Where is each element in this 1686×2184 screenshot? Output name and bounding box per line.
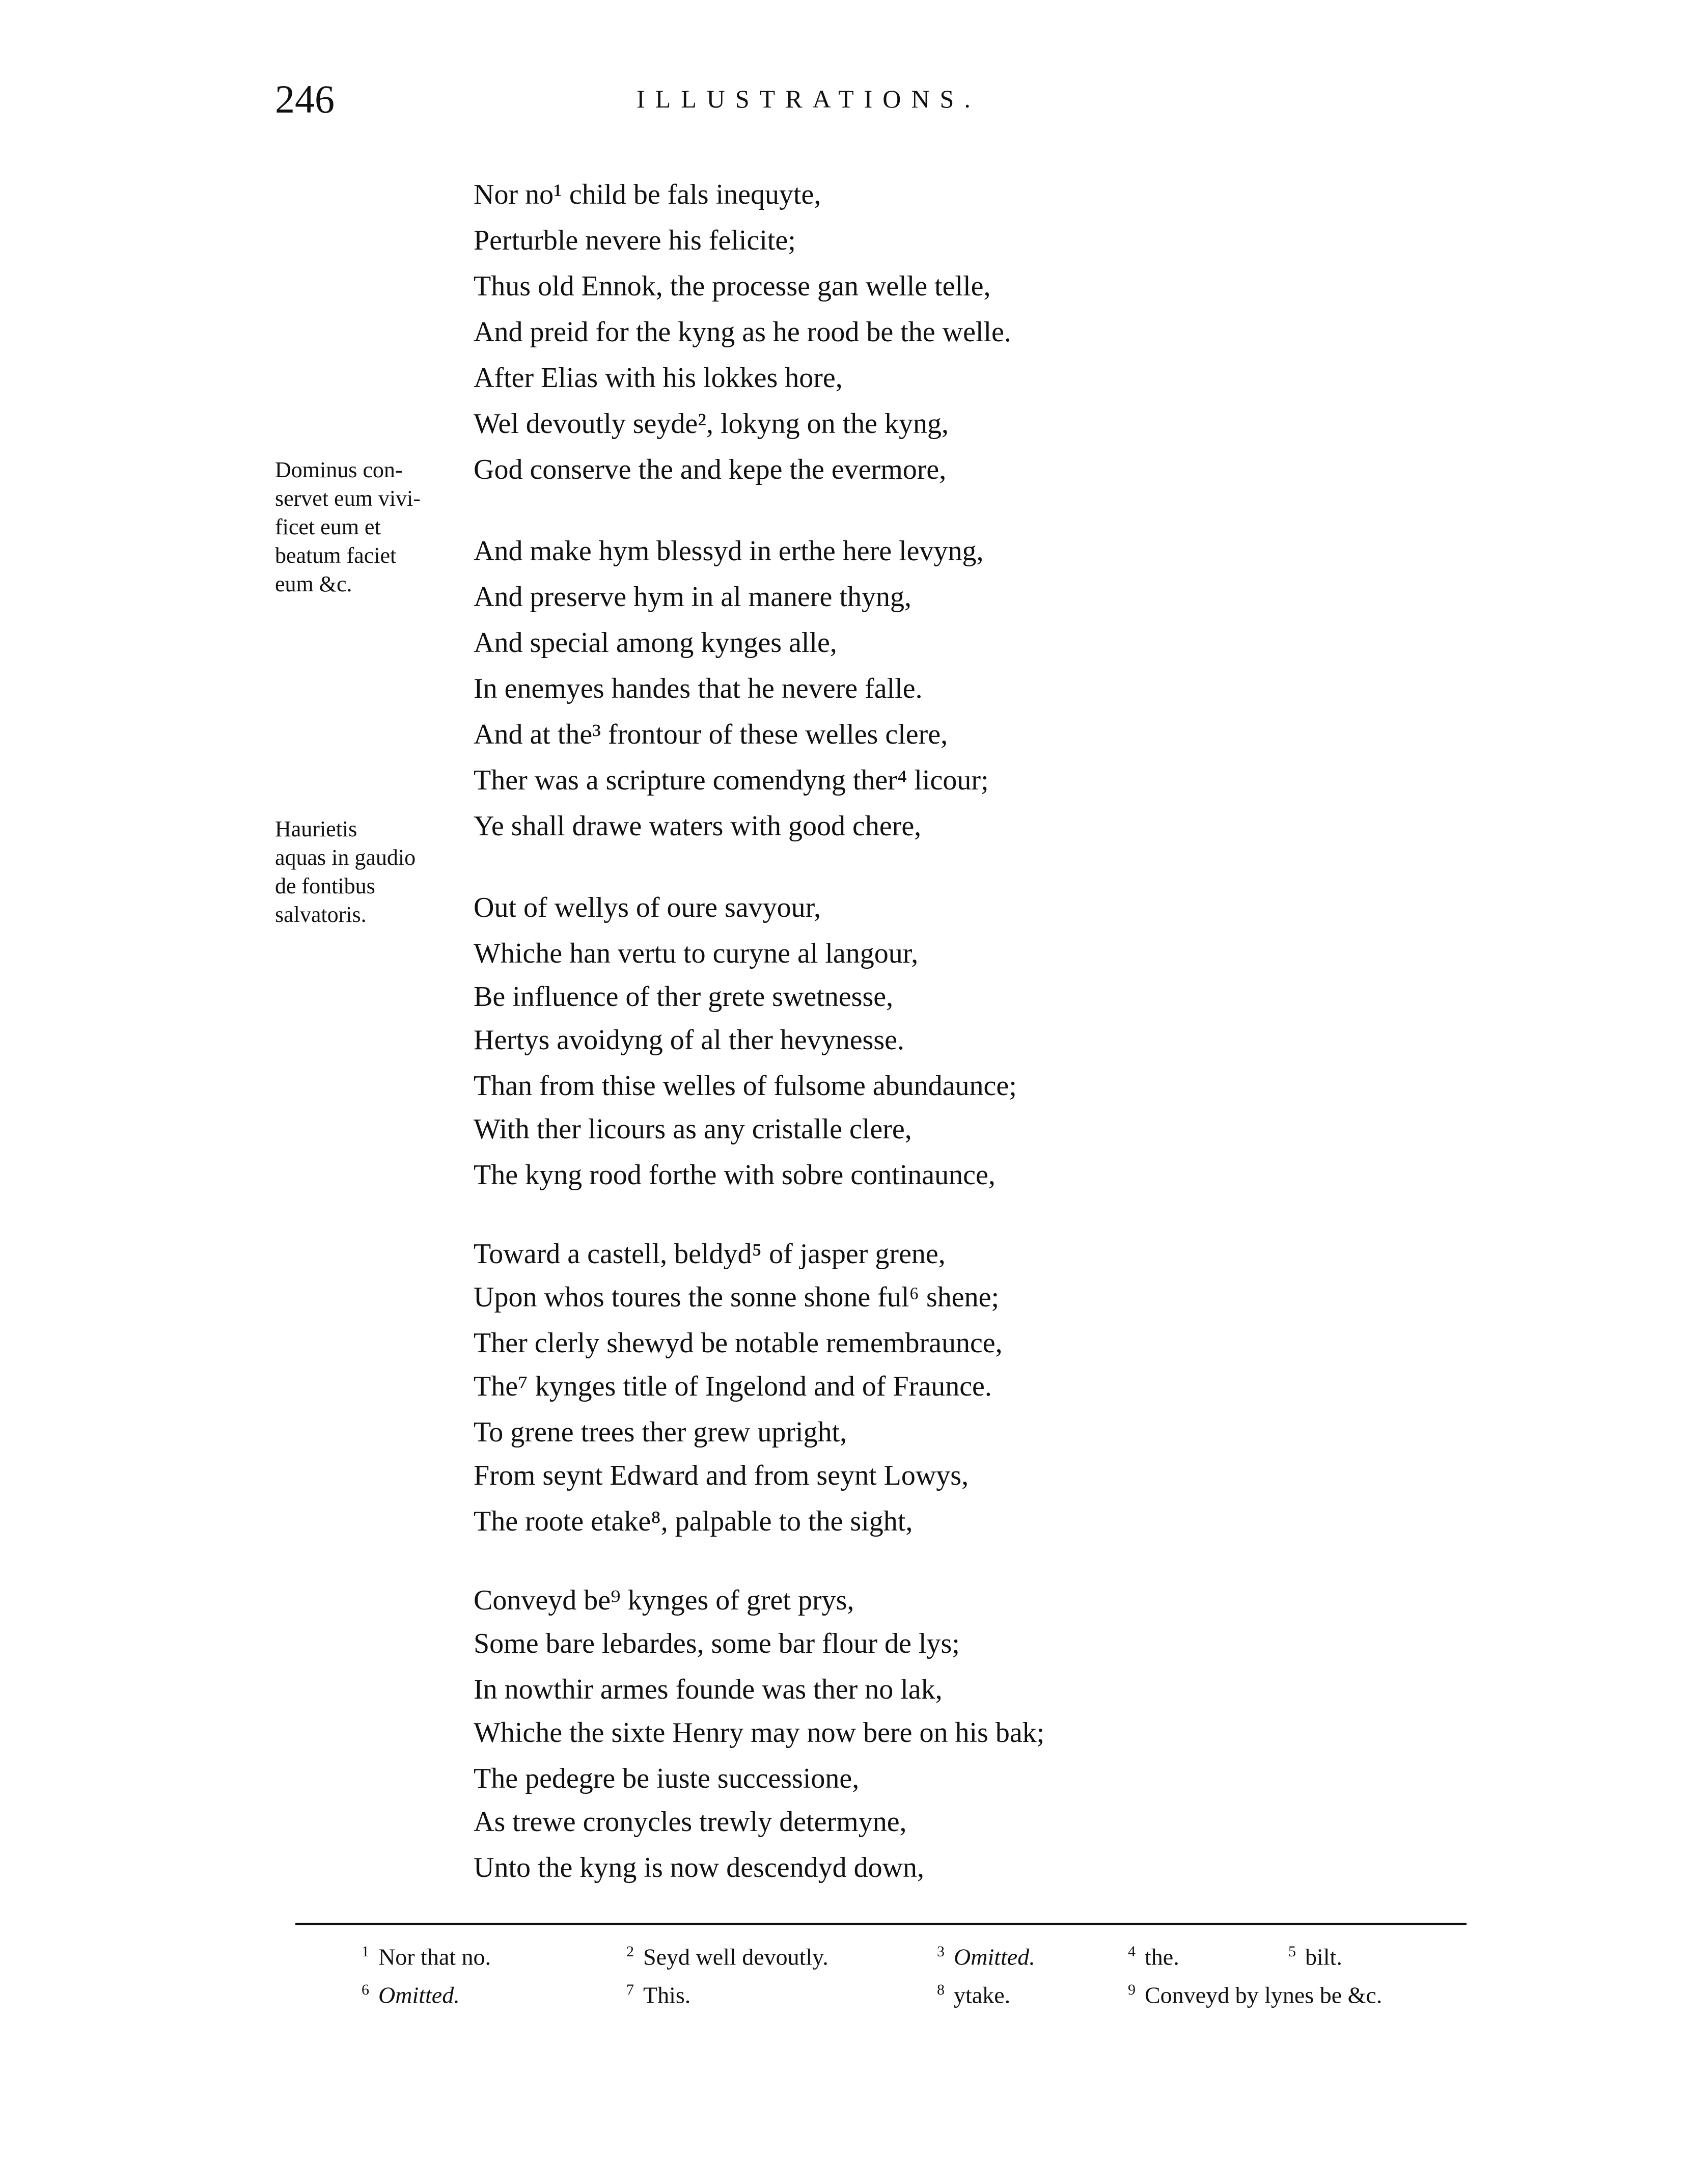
poem-line: With ther licours as any cristalle clere, [474, 1113, 912, 1145]
poem-line: Perturble nevere his felicite; [474, 225, 796, 256]
footnote-text: ytake. [954, 1982, 1011, 2008]
page-number: 246 [275, 77, 335, 121]
poem-line: Nor no¹ child be fals inequyte, [474, 179, 821, 210]
poem-line: Out of wellys of oure savyour, [474, 892, 821, 923]
footnote-text: Seyd well devoutly. [643, 1944, 828, 1970]
poem-line: Thus old Ennok, the processe gan welle telle, [474, 270, 991, 302]
poem-line: As trewe cronycles trewly determyne, [474, 1806, 907, 1838]
poem-line: Be influence of ther grete swetnesse, [474, 981, 894, 1013]
poem-line: The⁷ kynges title of Ingelond and of Fraunce. [474, 1371, 992, 1402]
margin-note-line: aquas in gaudio [275, 845, 416, 870]
poem-line: In enemyes handes that he nevere falle. [474, 673, 923, 704]
margin-note-line: beatum faciet [275, 543, 397, 568]
margin-note-line: servet eum vivi- [275, 486, 421, 511]
margin-note-line: salvatoris. [275, 902, 367, 927]
footnote-text: the. [1145, 1944, 1179, 1970]
margin-note [275, 815, 416, 929]
footnote-number: 2 [626, 1943, 634, 1960]
margin-note-line: Dominus con- [275, 457, 403, 482]
poem-line: And at the³ frontour of these welles clere, [474, 719, 948, 750]
footnote-number: 6 [362, 1981, 369, 1998]
poem-line: Conveyd be⁹ kynges of gret prys, [474, 1585, 854, 1616]
poem-line: Hertys avoidyng of al ther hevynesse. [474, 1024, 904, 1056]
poem-line: Some bare lebardes, some bar flour de lys; [474, 1628, 960, 1659]
poem-line: In nowthir armes founde was ther no lak, [474, 1674, 943, 1705]
footnote [1288, 1943, 1342, 1970]
poem-line: And make hym blessyd in erthe here levyng, [474, 535, 984, 567]
poem-line: From seynt Edward and from seynt Lowys, [474, 1460, 969, 1491]
footnote [626, 1943, 828, 1970]
footnote-text: Omitted. [954, 1944, 1035, 1970]
poem-line: Toward a castell, beldyd⁵ of jasper grene, [474, 1238, 946, 1270]
footnote [1128, 1981, 1382, 2008]
footnote [362, 1943, 491, 1970]
margin-note-line: de fontibus [275, 873, 375, 898]
footnote-text: Omitted. [378, 1982, 460, 2008]
poem-line: And preserve hym in al manere thyng, [474, 581, 911, 613]
footnote-text: bilt. [1305, 1944, 1342, 1970]
poem-line: Whiche han vertu to curyne al langour, [474, 938, 919, 969]
margin-note-line: Haurietis [275, 816, 357, 841]
footnote-number: 9 [1128, 1981, 1136, 1998]
poem-line: Ye shall drawe waters with good chere, [474, 810, 922, 842]
footnote-number: 8 [937, 1981, 945, 1998]
poem-line: And preid for the kyng as he rood be the welle. [474, 316, 1011, 348]
poem-line: Upon whos toures the sonne shone ful⁶ shene; [474, 1281, 1000, 1313]
footnote [937, 1981, 1010, 2008]
poem-line: Wel devoutly seyde², lokyng on the kyng, [474, 408, 949, 440]
footnote-divider [295, 1923, 1467, 1925]
footnote [937, 1943, 1035, 1970]
footnote-text: This. [643, 1982, 691, 2008]
poem-line: The pedegre be iuste successione, [474, 1763, 860, 1794]
poem-line: After Elias with his lokkes hore, [474, 362, 843, 394]
margin-note [275, 456, 421, 598]
poem-line: Than from thise welles of fulsome abundaunce; [474, 1070, 1017, 1102]
footnote-number: 3 [937, 1943, 945, 1960]
page-title: ILLUSTRATIONS. [637, 85, 981, 113]
poem-line: Whiche the sixte Henry may now bere on his bak; [474, 1717, 1045, 1749]
poem-line: The kyng rood forthe with sobre continaunce, [474, 1159, 996, 1191]
margin-note-line: ficet eum et [275, 514, 381, 539]
footnote-text: Nor that no. [378, 1944, 491, 1970]
poem-line: And special among kynges alle, [474, 627, 837, 659]
footnote-number: 7 [626, 1981, 634, 1998]
footnote [626, 1981, 690, 2008]
margin-note-line: eum &c. [275, 571, 352, 596]
poem-line: Ther was a scripture comendyng ther⁴ licour; [474, 765, 989, 796]
footnote-text: Conveyd by lynes be &c. [1145, 1982, 1383, 2008]
footnote-number: 1 [362, 1943, 369, 1960]
poem-line: Ther clerly shewyd be notable remembraunce, [474, 1327, 1003, 1359]
poem-line: Unto the kyng is now descendyd down, [474, 1852, 925, 1883]
poem-line: God conserve the and kepe the evermore, [474, 454, 947, 485]
footnote-number: 5 [1288, 1943, 1296, 1960]
footnote [1128, 1943, 1179, 1970]
footnote-number: 4 [1128, 1943, 1136, 1960]
footnote [362, 1981, 460, 2008]
poem-line: The roote etake⁸, palpable to the sight, [474, 1506, 913, 1537]
poem-line: To grene trees ther grew upright, [474, 1416, 847, 1448]
